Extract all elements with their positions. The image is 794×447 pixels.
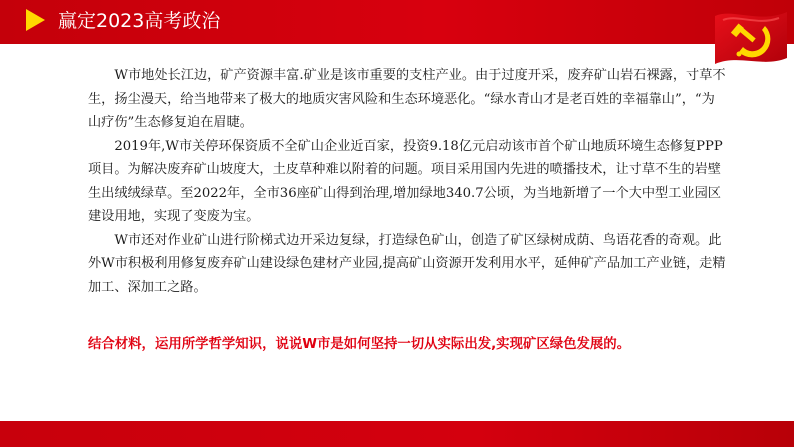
play-arrow-icon [26,9,45,31]
material-paragraph-2: 2019年,W市关停环保资质不全矿山企业近百家，投资9.18亿元启动该市首个矿山地质环境生态修复PPP项目。为解决废弃矿山坡度大，土皮草种难以附着的问题。项目采用国内先进的喷播技术，让寸草不生的岩壁生出绒绒绿草。至2022年，全市36座矿山得到治理,增加绿地340.7公顷，为当地新增了一个大中型工业园区建设用地，实现了变废为宝。 [88,138,723,224]
material-paragraph-3: W市还对作业矿山进行阶梯式边开采边复绿，打造绿色矿山，创造了矿区绿树成荫、鸟语花香的奇观。此外W市积极利用修复废弃矿山建设绿色建材产业园,提高矿山资源开发利用水平，延伸矿产品加工产业链，走精加工、深加工之路。 [88,232,726,295]
material-paragraph-1: W市地处长江边，矿产资源丰富.矿业是该市重要的支柱产业。由于过度开采，废弃矿山岩石裸露，寸草不生，扬尘漫天，给当地带来了极大的地质灾害风险和生态环境恶化。“绿水青山才是老百姓的幸福靠山”，“为山疗伤”生态修复迫在眉睫。 [88,68,726,130]
page-title: 赢定2023高考政治 [58,10,221,32]
header-bar [0,0,794,44]
question-prompt: 结合材料，运用所学哲学知识，说说W市是如何坚持一切从实际出发,实现矿区绿色发展的。 [88,337,631,352]
hammer-sickle-icon [713,6,789,70]
footer-bar [0,421,794,447]
material-text [88,64,726,299]
